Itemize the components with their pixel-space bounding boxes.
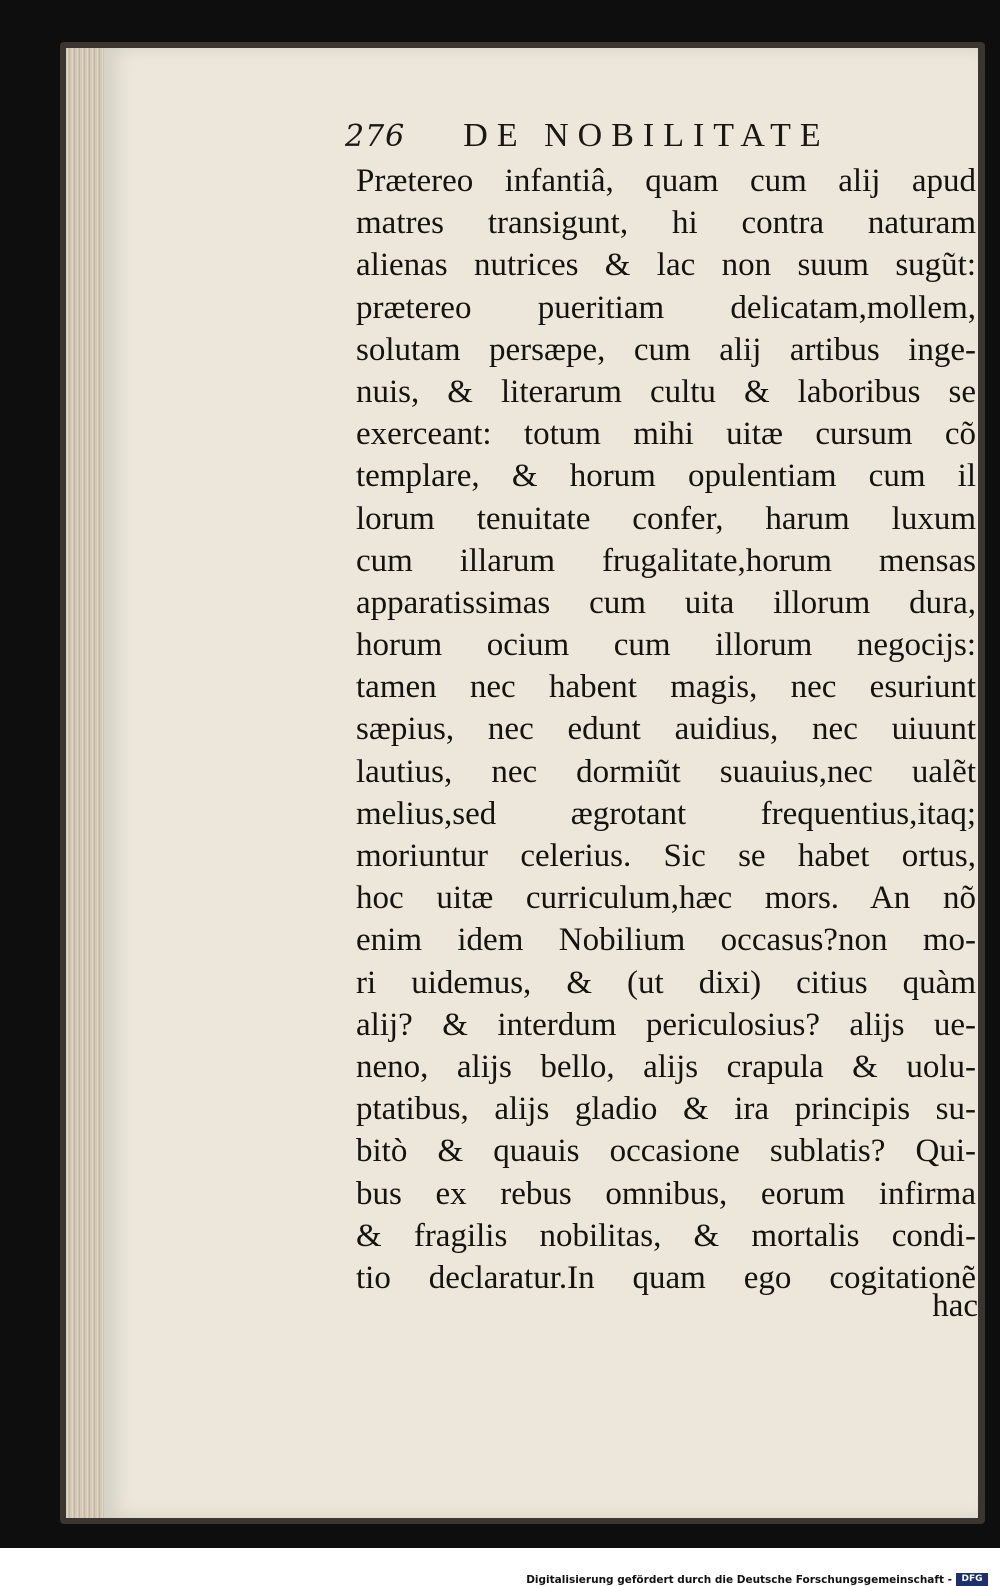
text-line: lautius, nec dormiũt suauius,nec ualẽt [356, 753, 976, 790]
text-line: enim idem Nobilium occasus?non mo- [356, 922, 976, 959]
text-line: alienas nutrices & lac non suum sugũt: [356, 247, 976, 284]
page-stack-edge [66, 48, 108, 1518]
text-line: apparatissimas cum uita illorum dura, [356, 584, 976, 621]
catchword: hac [932, 1288, 978, 1324]
running-head [345, 117, 905, 163]
text-line: lorum tenuitate confer, harum luxum [356, 500, 976, 537]
text-line: neno, alijs bello, alijs crapula & uolu- [356, 1048, 976, 1085]
dfg-logo: DFG [956, 1573, 988, 1586]
text-line: ptatibus, alijs gladio & ira principis su- [356, 1091, 976, 1128]
text-line: alij? & interdum periculosius? alijs ue- [356, 1006, 976, 1043]
footer-credit: Digitalisierung gefördert durch die Deutsche Forschungsgemeinschaft - [526, 1574, 952, 1586]
text-line: hoc uitæ curriculum,hæc mors. An nõ [356, 880, 976, 917]
text-line: & fragilis nobilitas, & mortalis condi- [356, 1217, 976, 1254]
text-line: tio declaratur.In quam ego cogitationẽ [356, 1259, 976, 1296]
text-line: moriuntur celerius. Sic se habet ortus, [356, 838, 976, 874]
text-line: bus ex rebus omnibus, eorum infirma [356, 1175, 976, 1212]
text-line: sæpius, nec edunt auidius, nec uiuunt [356, 711, 976, 748]
running-title: DE NOBILITATE [463, 117, 830, 154]
text-line: solutam persæpe, cum alij artibus inge- [356, 331, 976, 368]
text-line: melius,sed ægrotant frequentius,itaq; [356, 795, 976, 832]
text-line: nuis, & literarum cultu & laboribus se [356, 373, 976, 410]
text-line: exerceant: totum mihi uitæ cursum cõ [356, 416, 976, 453]
page-number: 276 [345, 119, 406, 154]
body-text [356, 160, 976, 1299]
text-line: matres transigunt, hi contra naturam [356, 205, 976, 242]
text-line: ri uidemus, & (ut dixi) citius quàm [356, 964, 976, 1001]
text-line: templare, & horum opulentiam cum il [356, 458, 976, 495]
text-line: horum ocium cum illorum negocijs: [356, 627, 976, 664]
text-line: Prætereo infantiâ, quam cum alij apud [356, 163, 976, 199]
text-line: prætereo pueritiam delicatam,mollem, [356, 289, 976, 326]
text-line: bitò & quauis occasione sublatis? Qui- [356, 1133, 976, 1170]
text-line: cum illarum frugalitate,horum mensas [356, 542, 976, 579]
text-line: tamen nec habent magis, nec esuriunt [356, 669, 976, 706]
